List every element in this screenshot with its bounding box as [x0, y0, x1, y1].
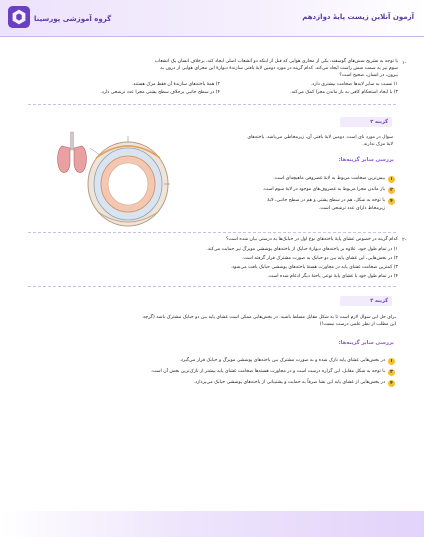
option-4: ۴) در تمام طول خود با غشای پایهٔ نوعی یاختهٔ دیگر ادغام شده است.: [267, 274, 398, 279]
analysis-item: در بخش‌هایی غشای پایه نازک شده و به صورت مشترک بین یاخته‌های پوششی مویرگ و حبابک قرار می‌گیرد.: [179, 358, 385, 363]
option-bullet: ۳: [388, 369, 395, 376]
lung-figure: [58, 132, 87, 173]
answer-explanation: [28, 314, 396, 328]
option-1: ۱) نسبت به سایر لایه‌ها ضخامت بیشتری دارد.: [310, 82, 398, 87]
question-number: ۲-: [402, 237, 407, 243]
option-2: ۲) در بخش‌هایی، این غشای پایه بین دو حبابک به صورت مشترک قرار گرفته است.: [241, 256, 398, 261]
analysis-title: بررسی سایر گزینه‌ها:: [338, 340, 394, 346]
option-bullet: ۲: [388, 187, 395, 194]
brand-name: گروه آموزشی پورسینا: [34, 15, 112, 23]
question-number: ۱-: [402, 60, 407, 66]
trachea-cross-section-figure: [52, 128, 172, 230]
analysis-item: در بخش‌هایی از غشای پایه این نشا صرفاً به حمایت و پشتیبانی از یاخته‌های پوششی حبابک می‌پردازد.: [193, 380, 385, 385]
option-3: ۳) کمترین ضخامت غشای پایه در مجاورت هستهٔ یاخته‌های پوششی حبابک یافت می‌شود.: [230, 265, 398, 270]
option-bullet: ۱: [388, 358, 395, 365]
option-bullet: ۴: [388, 198, 395, 205]
explanation-line: لایهٔ مژک ندارند.: [362, 142, 393, 148]
option-bullet: ۴: [388, 380, 395, 387]
analysis-title: بررسی سایر گزینه‌ها:: [338, 157, 394, 163]
question-text-line: سوم نیز به سمت شش راست ایجاد می‌کند. کدام گزینه در مورد دومین لایهٔ بافتی سازندهٔ دیوارهٔ این مجرای هوایی از درون به: [160, 66, 398, 72]
analysis-item: باز ماندن مجرا مربوط به غضروف‌های موجود در لایهٔ سوم است.: [262, 187, 385, 192]
analysis-item: زیرمخاط دارای عدد ترشحی است.: [318, 206, 385, 211]
option-1: ۱) در تمام طول خود، علاوه بر یاخته‌های دیوارهٔ حبابک از یاخته‌های پوششی مویرگ نیز حمایت می‌کند.: [206, 247, 398, 252]
header-divider: [0, 36, 424, 37]
answer-explanation: [175, 134, 393, 148]
section-divider: [28, 232, 396, 233]
option-3: ۳) با ایجاد استحکام کافی به باز ماندن مجرا کمک می‌کند.: [290, 90, 398, 95]
page-header: [0, 0, 424, 36]
question-text-line: بیرون، در انسان، صحیح است؟: [339, 73, 398, 79]
section-divider: [28, 286, 396, 287]
question-text: [28, 58, 398, 80]
section-divider: [28, 104, 396, 105]
analysis-item: با توجه به شکل مقابل، این گزاره درست است و در مجاورت هسته‌ها ضخامت غشای پایه بیشتر از نازک‌ترین بخش آن است.: [150, 369, 385, 374]
question-text: کدام گزینه در خصوص عشای پایهٔ یاخته‌های نوع اول در حبابک‌ها به درستی بیان شده است؟: [225, 237, 398, 242]
question-text-line: با توجه به تشریح شش‌های گوسفند، یکی از مجاری هوایی که قبل از اینکه دو انشعاب اصلی ایجاد کند، برخلاف انسان یک انشعاب: [154, 59, 398, 64]
option-2: ۲) همهٔ یاخته‌های سازندهٔ آن فقط مژک هستند.: [131, 82, 220, 87]
answer-title: گزینه ۴: [370, 298, 388, 304]
analysis-item: بیش‌ترین ضخامت مربوط به لایهٔ غضروفی ماهیچه‌ای است.: [273, 176, 385, 181]
explanation-line: سوال در مورد نای است. دومین لایهٔ بافتی آن، زیرمخاطی می‌باشد. یاخته‌های: [247, 135, 393, 140]
analysis-item: با توجه به شکل، هم در سطح پشتی و هم در سطح جانبی، لایهٔ: [267, 198, 385, 203]
pursina-logo-icon: [8, 6, 30, 28]
option-bullet: ۱: [388, 176, 395, 183]
answer-title: گزینه ۳: [370, 119, 388, 125]
option-4: ۴) در سطح جانبی برخلاف سطح پشتی مجرا عدد ترشحی دارد.: [100, 90, 220, 95]
explanation-line: این مطلب از نظر علمی درست نیست!): [319, 322, 396, 328]
page-footer: [0, 511, 424, 537]
exam-title: آزمون آنلاین زیست پایهٔ دوازدهم: [302, 13, 414, 21]
explanation-line: برای حل این سوال لازم است تا به شکل مقابل مسلط باشید. در بخش‌هایی ممکن است غشای پایه بین دو حبابک مشترک باشد (گرچه: [142, 315, 396, 320]
